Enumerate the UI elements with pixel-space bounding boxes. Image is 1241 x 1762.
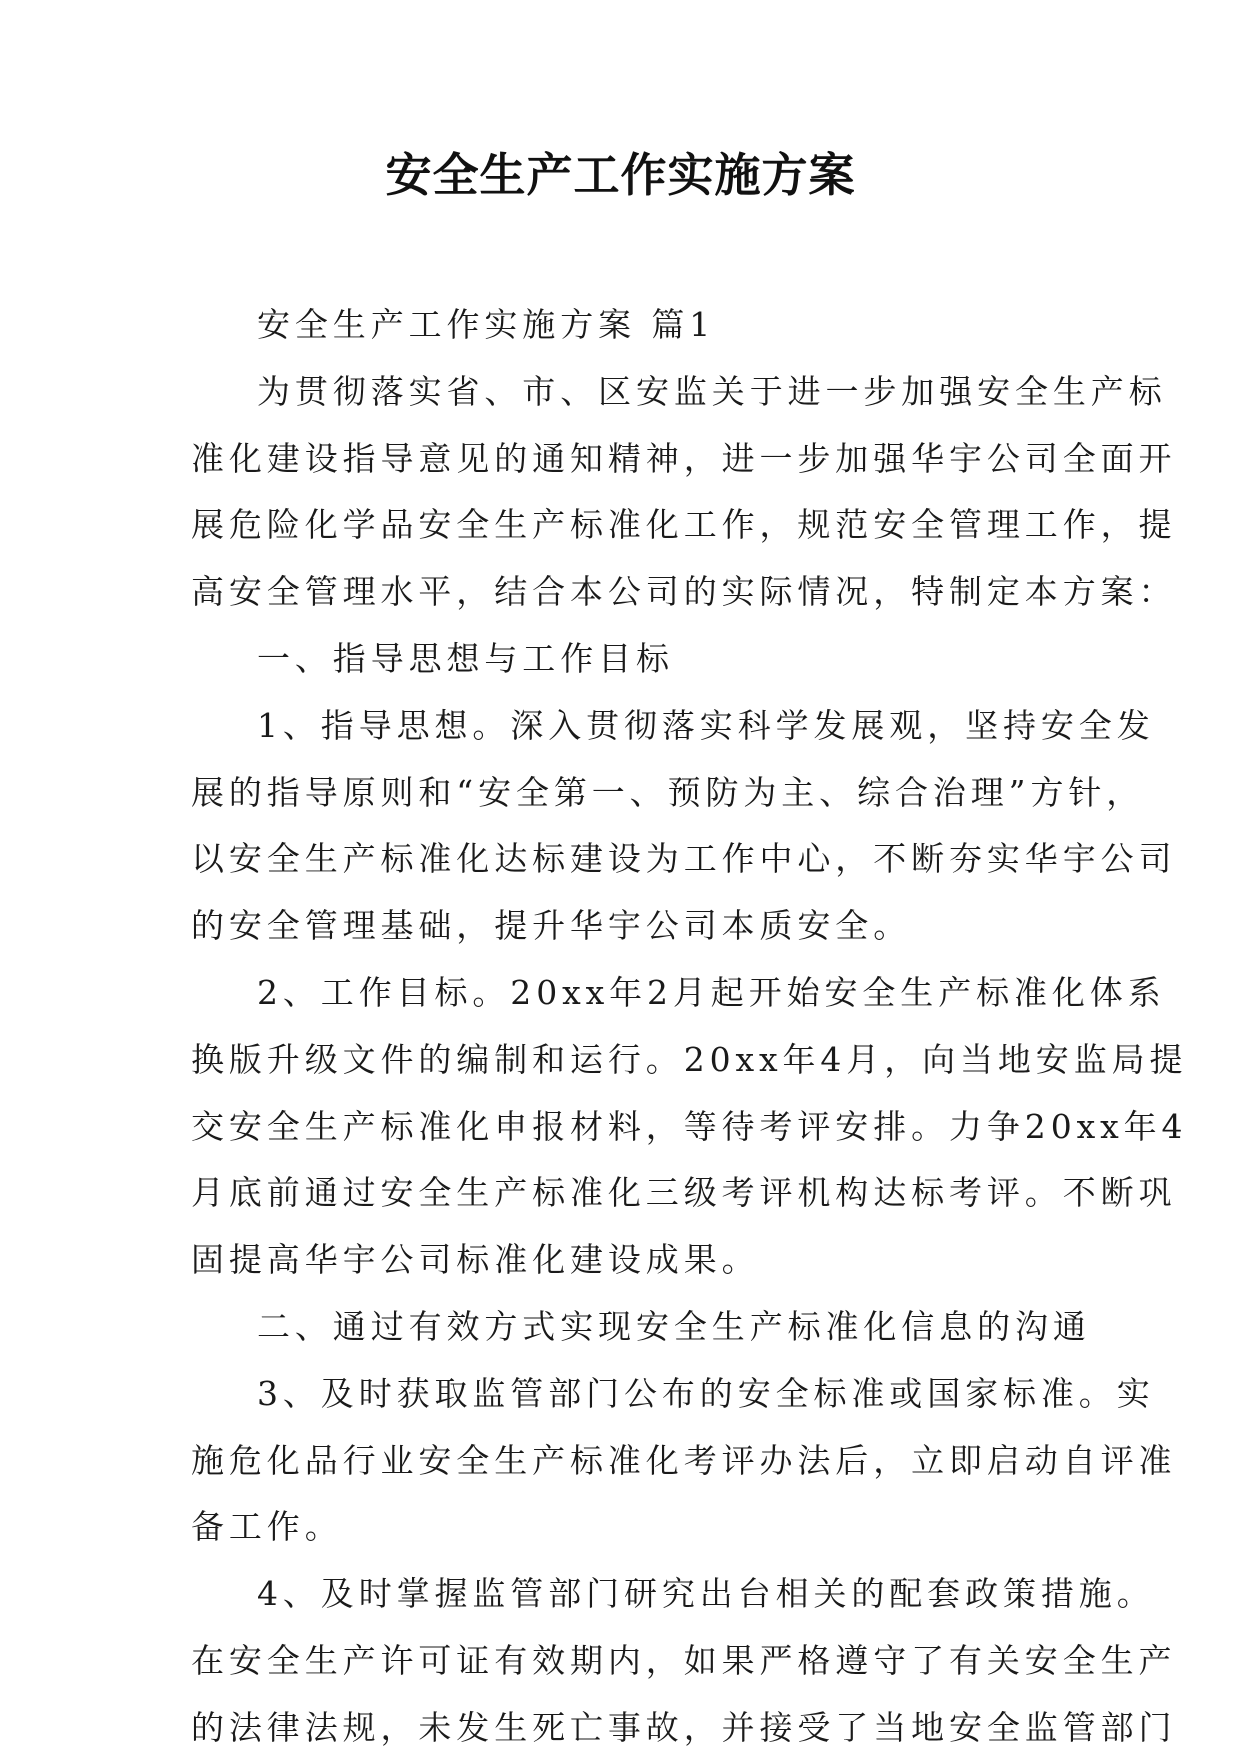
section-heading: 一、指导思想与工作目标 — [257, 638, 674, 678]
document-body — [191, 292, 1188, 1762]
paragraph-line: 3、及时获取监管部门公布的安全标准或国家标准。实 — [257, 1373, 1155, 1413]
paragraph-line: 固提高华宇公司标准化建设成果。 — [191, 1240, 760, 1280]
paragraph-line: 换版升级文件的编制和运行。20xx年4月，向当地安监局提 — [191, 1039, 1188, 1079]
paragraph-line: 2、工作目标。20xx年2月起开始安全生产标准化体系 — [257, 972, 1166, 1012]
paragraph-line: 在安全生产许可证有效期内，如果严格遵守了有关安全生产 — [191, 1640, 1177, 1680]
document-title: 安全生产工作实施方案 — [385, 148, 856, 202]
paragraph-line: 高安全管理水平，结合本公司的实际情况，特制定本方案： — [191, 572, 1177, 612]
paragraph-line: 1、指导思想。深入贯彻落实科学发展观，坚持安全发 — [257, 705, 1155, 745]
section-heading: 二、通过有效方式实现安全生产标准化信息的沟通 — [257, 1306, 1091, 1346]
paragraph-line: 的安全管理基础，提升华宇公司本质安全。 — [191, 906, 912, 946]
paragraph-line: 备工作。 — [191, 1507, 343, 1547]
paragraph-line: 的法律法规，未发生死亡事故，并接受了当地安全监管部门 — [191, 1707, 1177, 1747]
paragraph-line: 为贯彻落实省、市、区安监关于进一步加强安全生产标 — [257, 371, 1167, 411]
paragraph-line: 以安全生产标准化达标建设为工作中心，不断夯实华宇公司 — [191, 839, 1177, 879]
paragraph-line: 月底前通过安全生产标准化三级考评机构达标考评。不断巩 — [191, 1173, 1177, 1213]
paragraph-line: 交安全生产标准化申报材料，等待考评安排。力争20xx年4 — [191, 1106, 1188, 1146]
section-heading: 安全生产工作实施方案 篇1 — [257, 305, 716, 344]
paragraph-line: 准化建设指导意见的通知精神，进一步加强华宇公司全面开 — [191, 438, 1177, 478]
paragraph-line: 展的指导原则和“安全第一、预防为主、综合治理”方针， — [191, 772, 1145, 812]
paragraph-line: 展危险化学品安全生产标准化工作，规范安全管理工作，提 — [191, 505, 1177, 545]
paragraph-line: 施危化品行业安全生产标准化考评办法后，立即启动自评准 — [191, 1440, 1177, 1480]
paragraph-line: 4、及时掌握监管部门研究出台相关的配套政策措施。 — [257, 1574, 1155, 1614]
